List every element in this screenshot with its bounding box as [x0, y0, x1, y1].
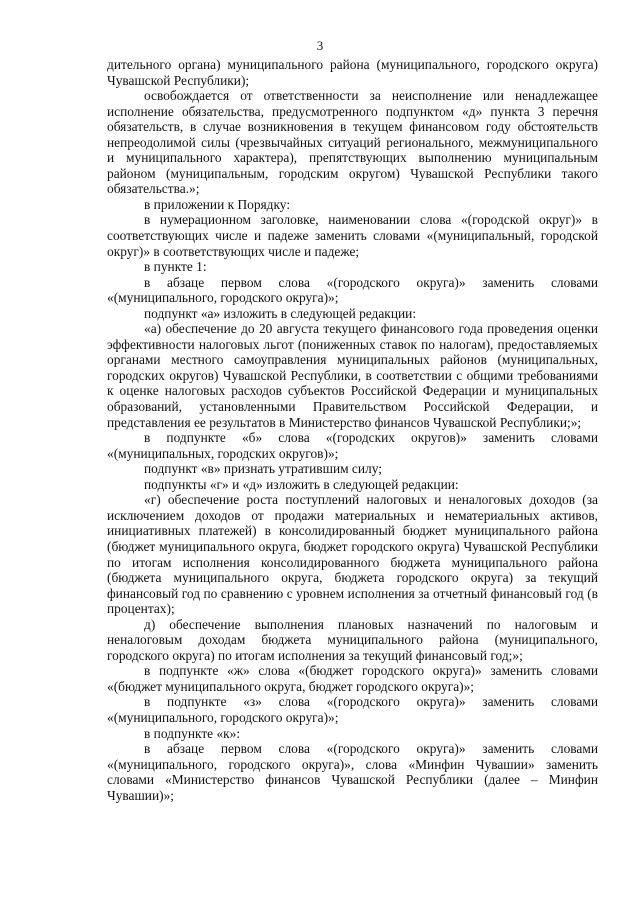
paragraph: д) обеспечение выполнения плановых назначений по налоговым и неналоговым доходам бюджета муниципального района (муниципального, городского округа) по итогам исполнения за текущий финансовый год;»; — [107, 616, 598, 663]
paragraph: в абзаце первом слова «(городского округа)» заменить словами «(муниципального, городского округа)»; — [107, 274, 598, 306]
paragraph: подпункт «а» изложить в следующей редакции: — [144, 305, 417, 321]
paragraph: в подпункте «к»: — [144, 725, 241, 741]
paragraph: в приложении к Порядку: — [144, 196, 291, 212]
page-number: 3 — [316, 38, 324, 53]
paragraph: в подпункте «ж» слова «(бюджет городского округа)» заменить словами «(бюджет муниципального округа, бюджет городского округа)»; — [107, 663, 598, 694]
paragraph: подпункты «г» и «д» изложить в следующей редакции: — [144, 476, 459, 492]
paragraph: в подпункте «б» слова «(городских округов)» заменить словами «(муниципальных, городских округов)»; — [107, 430, 598, 461]
paragraph: в подпункте «з» слова «(городского округа)» заменить словами «(муниципального, городского округа)»; — [107, 694, 598, 725]
paragraph: освобождается от ответственности за неисполнение или ненадлежащее исполнение обязательства, предусмотренного подпунктом «д» пункта 3 перечня обязательств, в случае возникновения в текущем финансовом году обстоятельств непреодолимой силы (чрезвычайных ситуаций регионального, межмуниципального и муниципального характера), препятствующих выполнению муниципальным районом (муниципальным, городским округом) Чувашской Республики такого обязательства.»; — [107, 88, 598, 197]
paragraph: «г) обеспечение роста поступлений налоговых и неналоговых доходов (за исключением доходов от продажи материальных и нематериальных активов, инициативных платежей) в консолидированный бюджет муниципального района (бюджет муниципального округа, бюджет городского округа) Чувашской Республики по итогам исполнения консолидированного бюджета муниципального района (бюджета муниципального округа, бюджета городского округа) за текущий финансовый год по сравнению с уровнем исполнения за отчетный финансовый год (в процентах); — [107, 492, 598, 617]
paragraph: «а) обеспечение до 20 августа текущего финансового года проведения оценки эффективности налоговых льгот (пониженных ставок по налогам), предоставляемых органами местного самоуправления муниципальных районов (муниципальных, городских округов) Чувашской Республики, в соответствии с общими требованиями к оценке налоговых расходов субъектов Российской Федерации и муниципальных образований, установленными Правительством Российской Федерации, и представления ее результатов в Министерство финансов Чувашской Республики;»; — [107, 321, 598, 430]
document-body — [107, 57, 598, 803]
paragraph: подпункт «в» признать утратившим силу; — [144, 461, 382, 477]
paragraph: в пункте 1: — [144, 259, 207, 275]
paragraph: в абзаце первом слова «(городского округа)» заменить словами «(муниципального, городского округа)», слова «Минфин Чувашии» заменить словами «Министерство финансов Чувашской Республики (далее – Минфин Чувашии)»; — [107, 741, 598, 803]
paragraph: дительного органа) муниципального района (муниципального, городского округа) Чувашской Республики); — [107, 57, 598, 88]
paragraph: в нумерационном заголовке, наименовании слова «(городской округ)» в соответствующих числе и падеже заменить словами «(муниципальный, городской округ)» в соответствующих числе и падеже; — [107, 212, 598, 259]
